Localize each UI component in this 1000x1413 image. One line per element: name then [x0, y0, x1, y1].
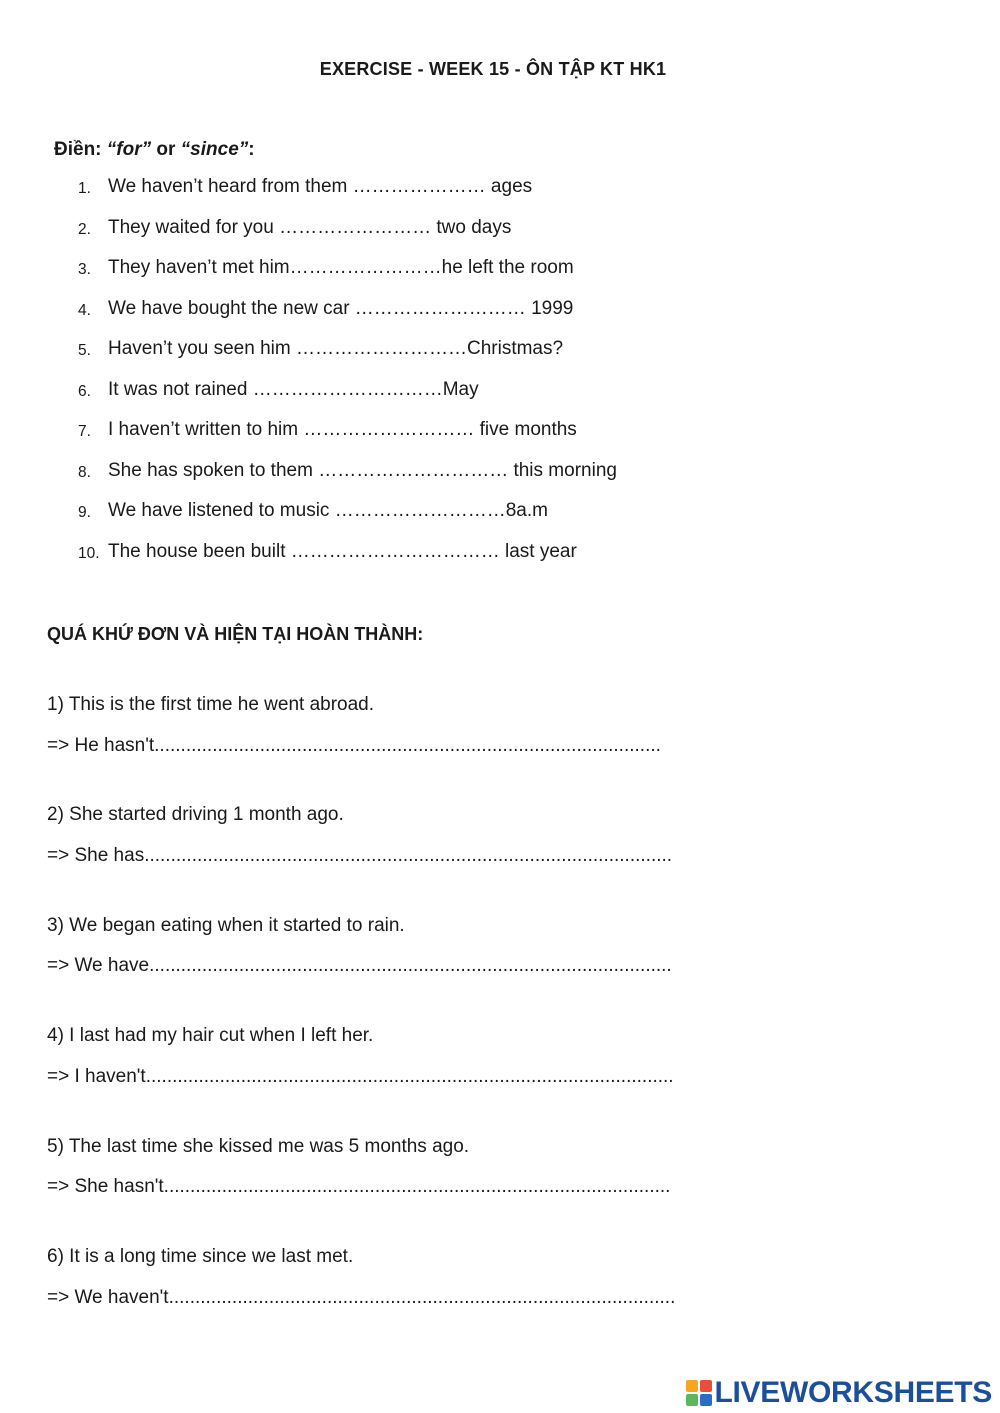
item-number: 6. [78, 383, 91, 400]
mark-square [686, 1394, 698, 1406]
item-text: She has spoken to them ………………………… this morning [108, 460, 617, 481]
item-number: 7. [78, 423, 91, 440]
list-item [0, 541, 900, 569]
item-number: 10. [78, 545, 100, 562]
list-item [0, 460, 900, 488]
item-text: We have bought the new car ……………………… 1999 [108, 298, 574, 319]
list-item [0, 419, 900, 447]
item-number: 2. [78, 221, 91, 238]
section2-heading: QUÁ KHỨ ĐƠN VÀ HIỆN TẠI HOÀN THÀNH: [47, 624, 424, 644]
section1-heading-prefix: Điền: [54, 139, 107, 160]
word-since: “since” [180, 139, 249, 160]
list-item [0, 379, 900, 407]
word-or: or [151, 139, 181, 160]
item-text: They waited for you …………………… two days [108, 217, 512, 238]
heading-colon: : [248, 139, 255, 160]
question-text: 4) I last had my hair cut when I left her. [47, 1025, 374, 1046]
list-item [0, 338, 900, 366]
question-text: 2) She started driving 1 month ago. [47, 804, 344, 825]
answer-line: => He hasn't................................................................................................ [47, 735, 661, 756]
item-text: We haven’t heard from them ………………… ages [108, 176, 533, 197]
question-text: 3) We began eating when it started to rain. [47, 915, 405, 936]
mark-square [686, 1380, 698, 1392]
word-for: “for” [106, 139, 152, 160]
answer-line: => I haven't.................................................................................................... [47, 1066, 674, 1087]
item-text: Haven’t you seen him ………………………Christmas? [108, 338, 564, 359]
list-item [0, 217, 900, 245]
list-item [0, 500, 900, 528]
answer-line: => She has.................................................................................................... [47, 845, 673, 866]
liveworksheets-text: LIVEWORKSHEETS [714, 1376, 992, 1409]
answer-line: => She hasn't................................................................................................ [47, 1176, 671, 1197]
question-text: 1) This is the first time he went abroad. [47, 694, 375, 715]
item-number: 8. [78, 464, 91, 481]
item-text: We have listened to music ………………………8a.m [108, 500, 548, 521]
item-text: They haven’t met him……………………he left the room [108, 257, 574, 278]
liveworksheets-logo [686, 1377, 993, 1409]
question-text: 6) It is a long time since we last met. [47, 1246, 354, 1267]
section1-heading [54, 139, 255, 161]
item-text: It was not rained …………………………May [108, 379, 479, 400]
question-text: 5) The last time she kissed me was 5 months ago. [47, 1136, 470, 1157]
liveworksheets-mark-icon [686, 1380, 712, 1406]
answer-line: => We haven't................................................................................................ [47, 1287, 676, 1308]
list-item [0, 298, 900, 326]
page-title: EXERCISE - WEEK 15 - ÔN TẬP KT HK1 [319, 59, 667, 79]
list-item [0, 257, 900, 285]
item-number: 4. [78, 302, 91, 319]
item-text: I haven’t written to him ……………………… five months [108, 419, 577, 440]
mark-square [700, 1380, 712, 1392]
answer-line: => We have................................................................................................... [47, 955, 672, 976]
item-text: The house been built …………………………… last year [108, 541, 577, 562]
item-number: 1. [78, 180, 91, 197]
mark-square [700, 1394, 712, 1406]
item-number: 5. [78, 342, 91, 359]
item-number: 3. [78, 261, 91, 278]
item-number: 9. [78, 504, 91, 521]
list-item [0, 176, 900, 204]
